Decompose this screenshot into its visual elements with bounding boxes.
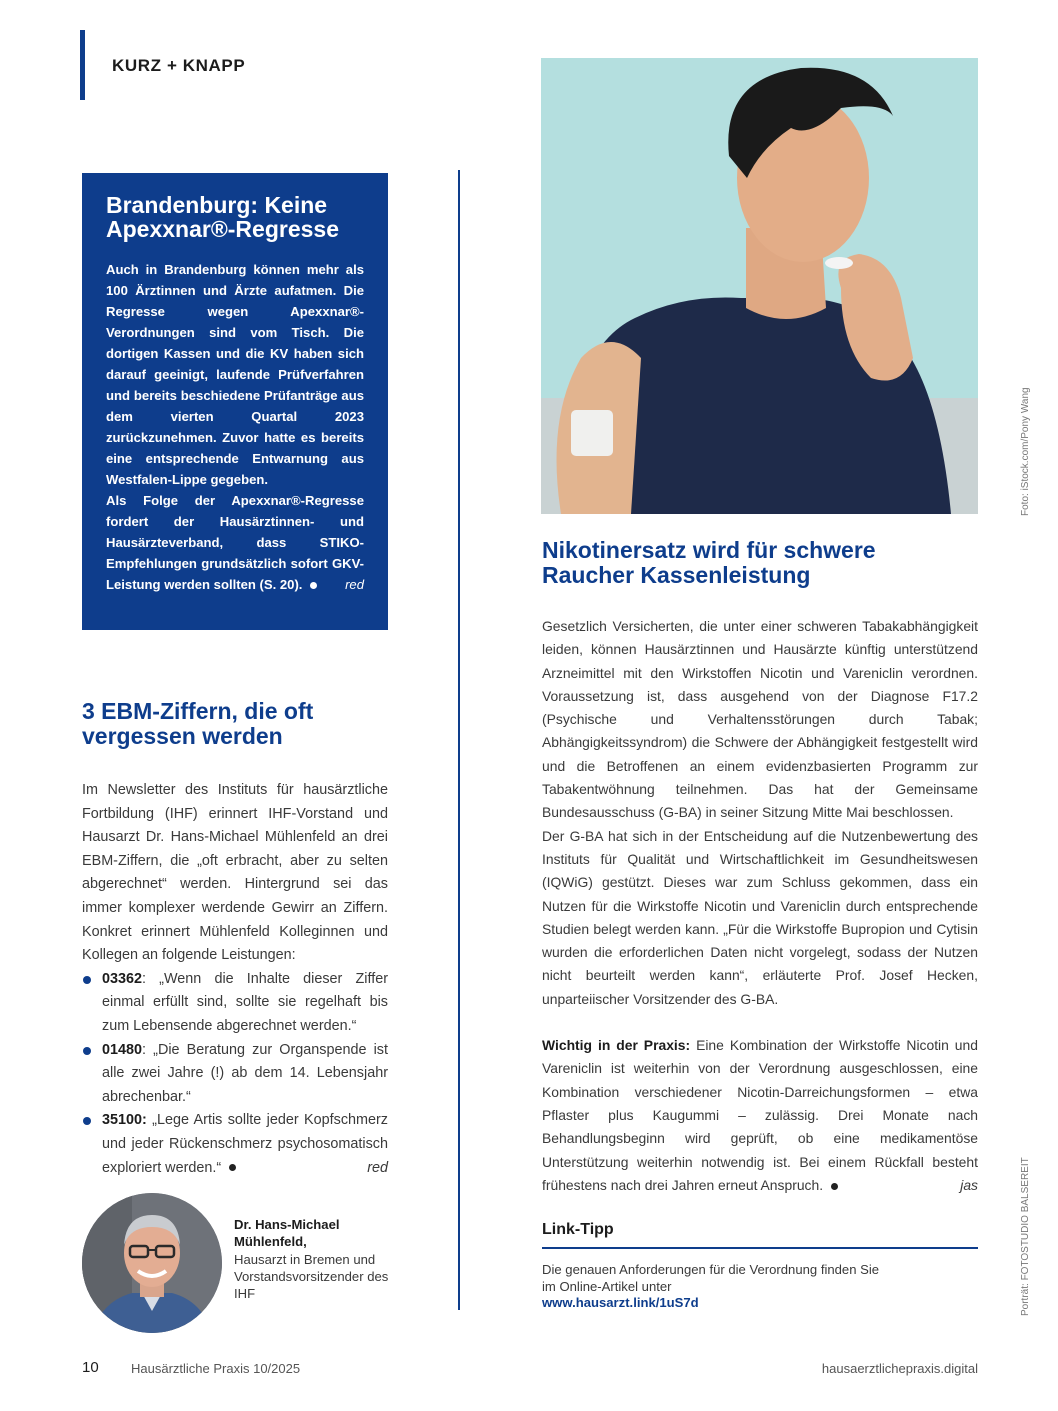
ebm-item-text: „Lege Artis sollte jeder Kopfschmerz und jeder Rückenschmerz psychosomatisch exploriert werden.“ [102,1112,388,1176]
magazine-issue: Hausärztliche Praxis 10/2025 [131,1361,301,1376]
list-item [82,1109,388,1180]
link-tip-url[interactable]: www.hausarzt.link/1uS7d [542,1295,699,1310]
bullet-icon [83,976,91,984]
ebm-item-text: : „Wenn die Inhalte dieser Ziffer einmal erfüllt sind, sollte sie regelhaft bis zum Lebensende abgerechnet werden.“ [102,970,388,1034]
list-item [82,1039,388,1110]
portrait-role: Hausarzt in Bremen und Vorstandsvorsitzender des IHF [234,1252,389,1301]
ebm-item-text: : „Die Beratung zur Organspende ist alle zwei Jahre (!) ab dem 14. Lebensjahr abrechenbar.“ [102,1041,388,1105]
ebm-intro: Im Newsletter des Instituts für hausärztliche Fortbildung (IHF) erinnert IHF-Vorstand und Hausarzt Dr. Hans-Michael Mühlenfeld an drei EBM-Ziffern, die „oft erbracht, aber zu selten abgerechnet“ werden. Hintergrund sei das immer komplexer werdende Gewirr an Ziffern. Konkret erinnert Mühlenfeld Kolleginnen und Kollegen an folgende Leistungen: [82,782,388,964]
niko-article-body [542,615,978,1197]
bullet-icon [83,1117,91,1125]
box-signature: red [345,577,364,592]
niko-signature: jas [960,1176,978,1193]
bullet-icon [83,1047,91,1055]
portrait-name: Dr. Hans-Michael Mühlenfeld, [234,1217,340,1249]
practice-text: Eine Kombination der Wirkstoffe Nicotin und Vareniclin ist weiterhin von der Verordnung ausgeschlossen, eine Kombination verschiedener Nicotin-Darreichungsformen – etwa Pflaster plus Kaugummi – zulässig. Drei Monate nach Behandlungsbeginn wird geprüft, ob eine medikamentöse Unterstützung weiterhin notwendig ist. Bei einem Rückfall besteht frühestens nach drei Jahren erneut Anspruch. [542,1037,978,1193]
photo-credit: Foto: iStock.com/Pony Wang [1020,387,1031,516]
news-box-brandenburg [82,173,388,630]
niko-paragraph-2: Der G-BA hat sich in der Entscheidung auf die Nutzenbewertung des Instituts für Qualität und Wirtschaftlichkeit im Gesundheitswesen (IQWiG) gestützt. Dieses war zum Schluss gekommen, dass ein Nutzen für die Wirkstoffe Nicotin und Vareniclin durch entsprechende Studien belegt werden kann. „Für die Wirkstoffe Bupropion und Cytisin wurden die erforderlichen Daten nicht vorgelegt, sodass der Nutzen nicht beurteilt werden kann“, erläuterte Prof. Josef Hecken, unparteiischer Vorsitzender des G-BA. [542,827,978,1007]
practice-label: Wichtig in der Praxis: [542,1037,691,1054]
end-mark-icon [229,1164,236,1171]
ebm-code: 01480 [102,1041,143,1058]
portrait-illustration [82,1193,222,1333]
box-body-2 [106,490,364,595]
box-body-2-text: Als Folge der Apexxnar®-Regresse fordert der Hausärztinnen- und Hausärzteverband, dass STIKO-Empfehlungen grundsätzlich sofort GKV-Leistung werden sollten (S. 20). [106,493,364,592]
ebm-article-body [82,779,388,1180]
footer-site: hausaerztlichepraxis.digital [821,1361,978,1376]
portrait-credit: Porträt: FOTOSTUDIO BALSEREIT [1020,1157,1031,1316]
ebm-article-title: 3 EBM-Ziffern, die oft vergessen werden [82,698,314,749]
paragraph-gap [542,1011,978,1034]
smoker-photo-illustration [541,58,978,514]
niko-paragraph-1: Gesetzlich Versicherten, die unter einer schweren Tabakabhängigkeit leiden, können Hausärztinnen und Hausärzte künftig unterstützend Arzneimittel mit den Wirkstoffen Nicotin und Vareniclin verordnen. Voraussetzung ist, dass ausgehend von der Diagnose F17.2 (Psychische und Verhaltensstörungen durch Tabak; Abhängigkeitssyndrom) die Schwere der Abhängigkeit festgestellt wird und die Betroffenen an einem evidenzbasierten Programm zur Tabakentwöhnung teilnehmen. Das hat der Gemeinsame Bundesausschuss (G-BA) in seiner Sitzung Mitte Mai beschlossen. [542,618,978,821]
page-number: 10 [82,1359,99,1376]
section-marker-bar [80,30,85,100]
box-title: Brandenburg: Keine Apexxnar®-Regresse [106,192,339,242]
portrait-photo [82,1193,222,1333]
article-photo [541,58,978,514]
niko-practice-paragraph [542,1034,978,1197]
column-divider [458,170,460,1310]
ebm-code: 35100: [102,1112,147,1129]
ebm-code: 03362 [102,970,143,987]
niko-article-title: Nikotinersatz wird für schwere Raucher Kassenleistung [542,537,876,588]
list-item [82,968,388,1039]
section-label: KURZ + KNAPP [112,56,246,75]
ebm-signature: red [367,1159,388,1176]
box-body: Auch in Brandenburg können mehr als 100 Ärztinnen und Ärzte aufatmen. Die Regresse wegen Apexxnar®-Verordnungen sind vom Tisch. Die dortigen Kassen und die KV haben sich darauf geeinigt, laufende Prüfverfahren und bereits beschiedene Prüfanträge aus dem vierten Quartal 2023 zurückzunehmen. Zuvor hatte es bereits eine entsprechende Entwarnung aus Westfalen-Lippe gegeben. [106,262,364,487]
end-mark-icon [310,582,317,589]
link-tip-title: Link-Tipp [542,1221,614,1238]
end-mark-icon [831,1183,838,1190]
ebm-list [82,968,388,1180]
link-tip-text: Die genauen Anforderungen für die Verordnung finden Sie im Online-Artikel unter [542,1262,880,1294]
link-tip-body [542,1262,882,1312]
link-tip-rule [542,1247,978,1249]
